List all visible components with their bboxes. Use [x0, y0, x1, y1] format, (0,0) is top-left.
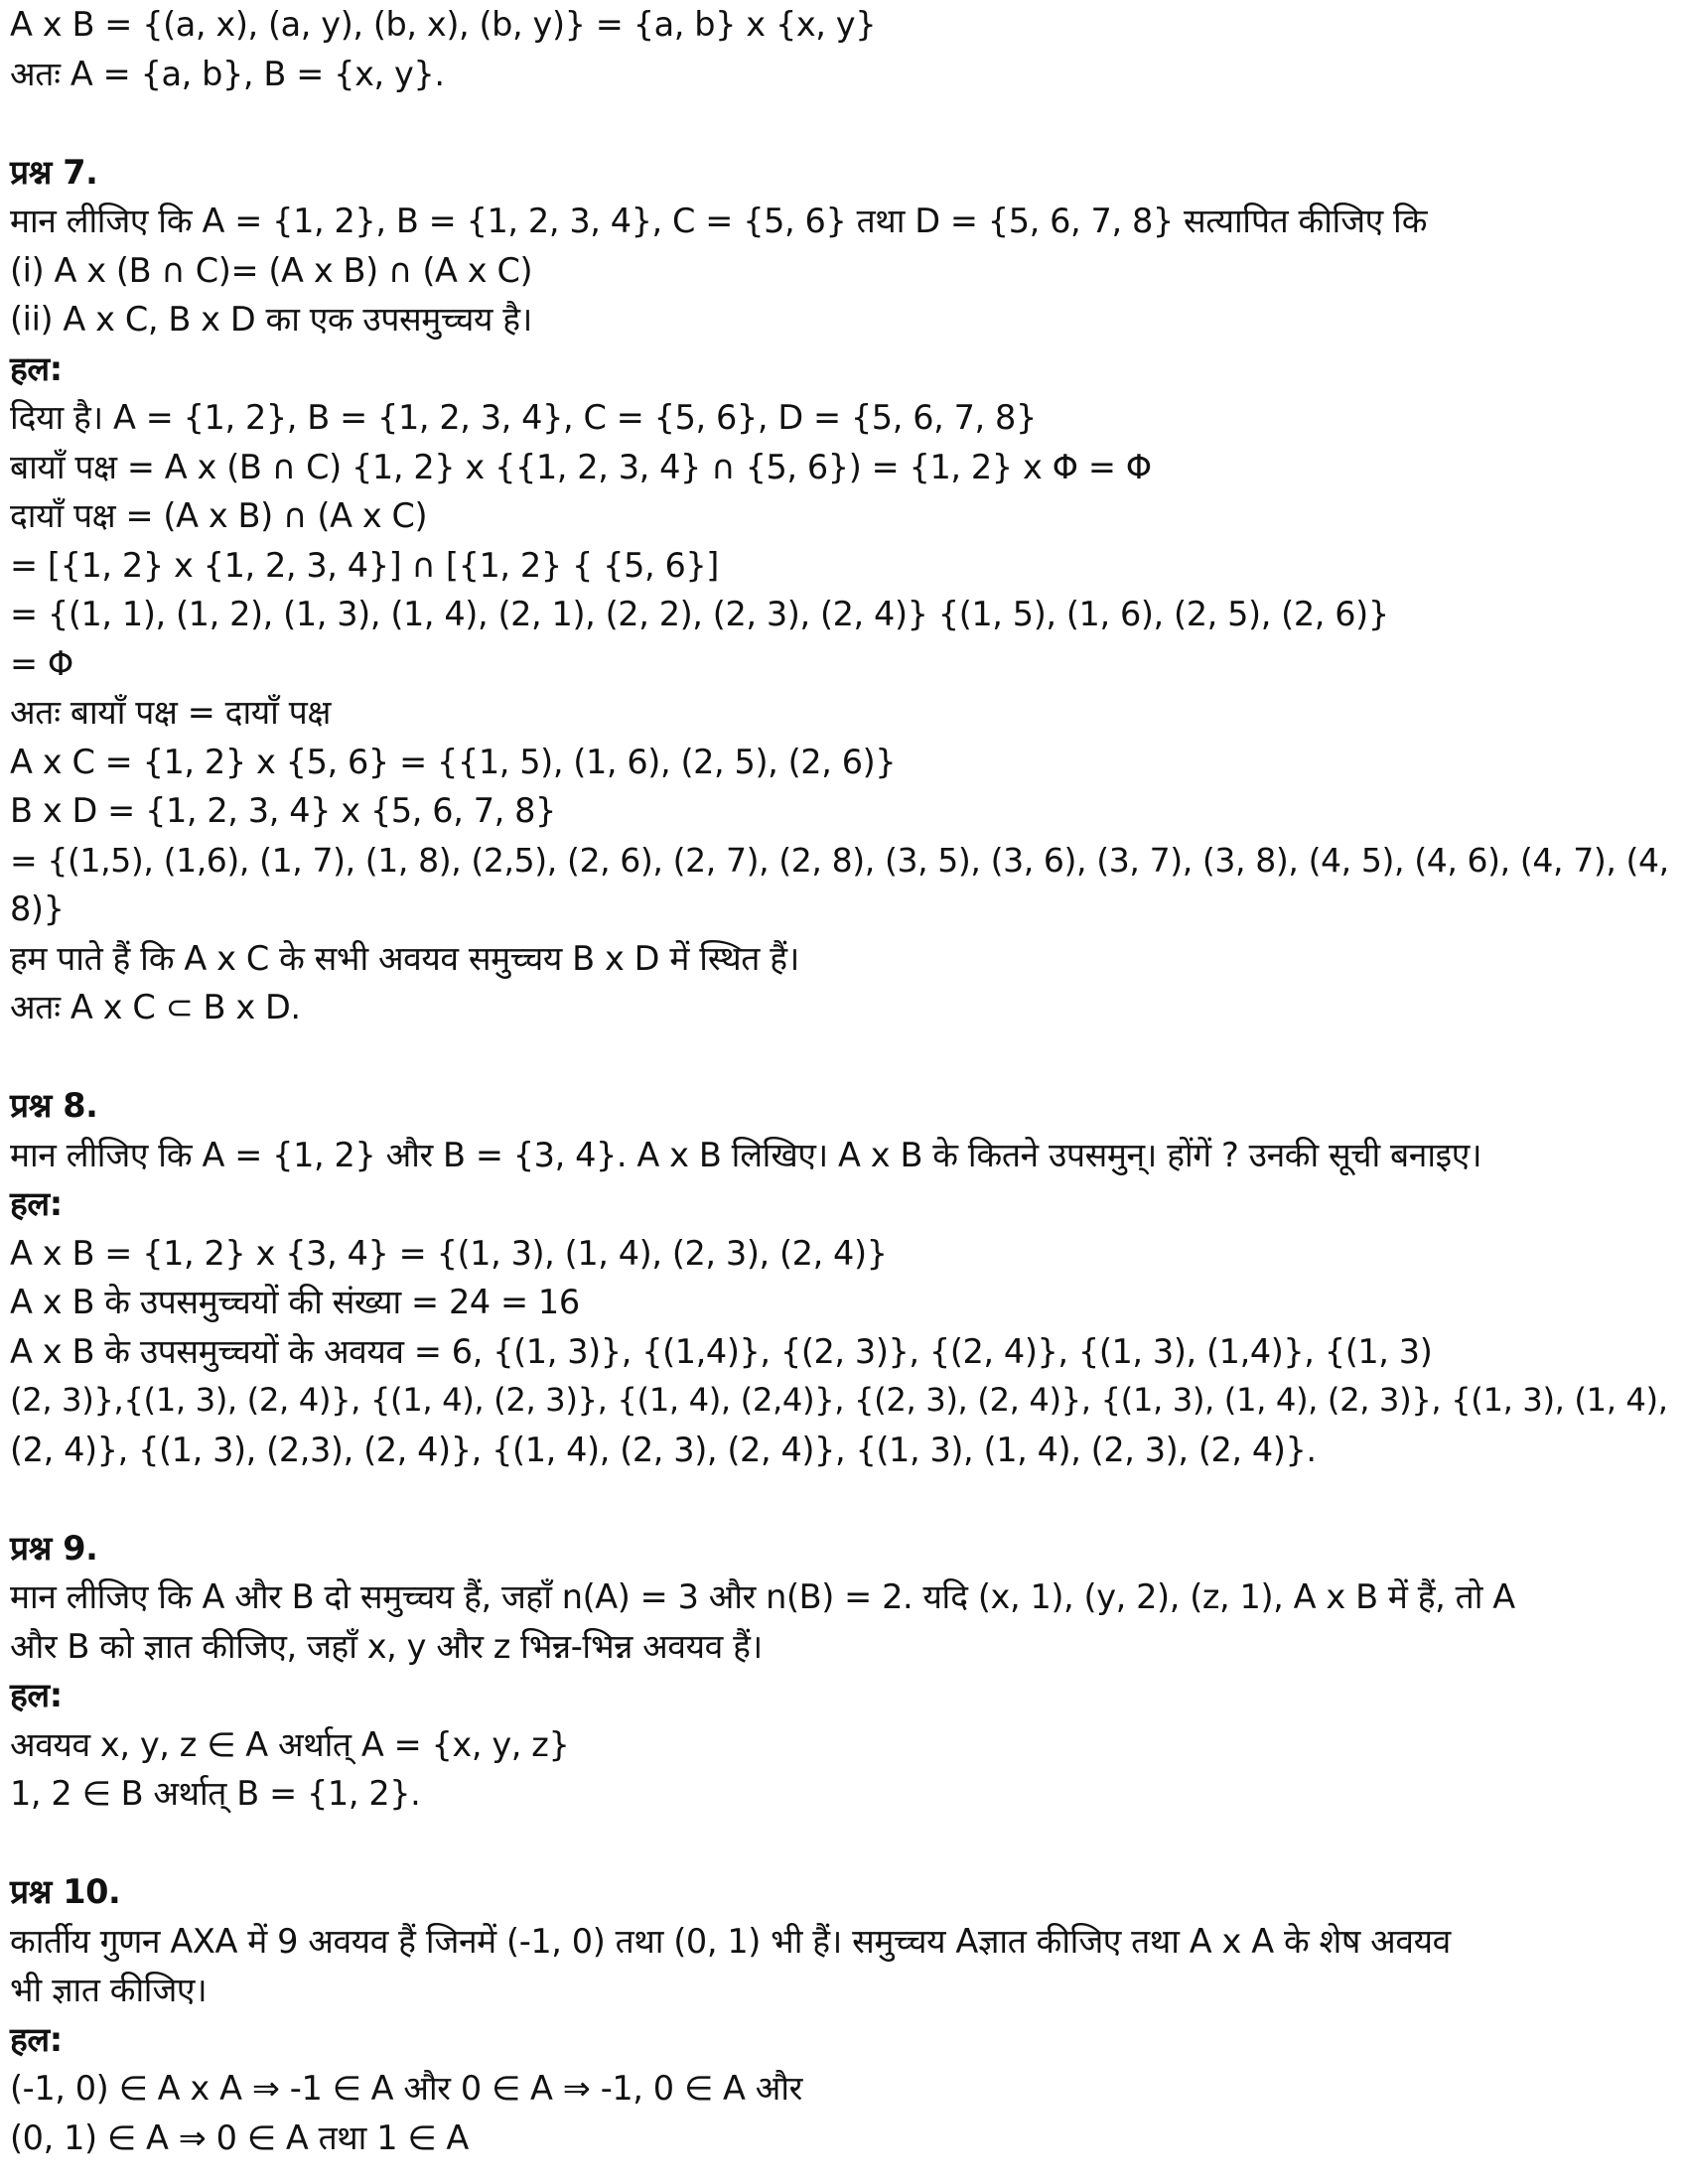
solution-line: A x B के उपसमुच्चयों की संख्या = 24 = 16	[10, 1283, 580, 1321]
solution-line: बायाँ पक्ष = A x (B ∩ C) {1, 2} x {{1, 2, 3, 4} ∩ {5, 6}) = {1, 2} x Φ = Φ	[10, 447, 1152, 486]
solution-label: हल:	[10, 348, 63, 388]
text-line: अतः A = {a, b}, B = {x, y}.	[10, 54, 445, 93]
solution-line: = {(1, 1), (1, 2), (1, 3), (1, 4), (2, 1), (2, 2), (2, 3), (2, 4)} {(1, 5), (1, 6), (2, 5), (2, 6)}	[10, 595, 1389, 633]
solution-line: दायाँ पक्ष = (A x B) ∩ (A x C)	[10, 496, 428, 535]
solution-line: A x B = {1, 2} x {3, 4} = {(1, 3), (1, 4), (2, 3), (2, 4)}	[10, 1233, 888, 1273]
solution-line: B x D = {1, 2, 3, 4} x {5, 6, 7, 8}	[10, 791, 556, 830]
document-page	[10, 0, 1678, 2162]
solution-line: अतः A x C ⊂ B x D.	[10, 988, 301, 1026]
solution-line: = Φ	[10, 643, 73, 683]
solution-line: 1, 2 ∈ B अर्थात् B = {1, 2}.	[10, 1774, 421, 1813]
solution-line: (-1, 0) ∈ A x A ⇒ -1 ∈ A और 0 ∈ A ⇒ -1, 0 ∈ A और	[10, 2069, 802, 2108]
solution-line: (2, 4)}, {(1, 3), (2,3), (2, 4)}, {(1, 4), (2, 3), (2, 4)}, {(1, 3), (1, 4), (2, 3), (2, 4)}.	[10, 1430, 1317, 1469]
question-heading: प्रश्न 8.	[10, 1086, 98, 1125]
question-text: और B को ज्ञात कीजिए, जहाँ x, y और z भिन्न-भिन्न अवयव हैं।	[10, 1626, 763, 1666]
question-text: मान लीजिए कि A = {1, 2}, B = {1, 2, 3, 4}, C = {5, 6} तथा D = {5, 6, 7, 8} सत्यापित कीजिए कि	[10, 202, 1428, 240]
question-text: भी ज्ञात कीजिए।	[10, 1971, 208, 2009]
question-heading: प्रश्न 9.	[10, 1528, 98, 1568]
solution-label: हल:	[10, 2019, 63, 2059]
solution-line: (0, 1) ∈ A ⇒ 0 ∈ A तथा 1 ∈ A	[10, 2117, 469, 2157]
solution-label: हल:	[10, 1676, 63, 1714]
solution-line: हम पाते हैं कि A x C के सभी अवयव समुच्चय B x D में स्थित हैं।	[10, 938, 799, 978]
question-8	[10, 1081, 1678, 1474]
question-text: (i) A x (B ∩ C)= (A x B) ∩ (A x C)	[10, 250, 533, 290]
question-9	[10, 1524, 1678, 1819]
question-heading: प्रश्न 10.	[10, 1872, 121, 1911]
solution-line: अवयव x, y, z ∈ A अर्थात् A = {x, y, z}	[10, 1724, 570, 1764]
solution-line: = [{1, 2} x {1, 2, 3, 4}] ∩ [{1, 2} { {5, 6}]	[10, 545, 719, 585]
text-line: A x B = {(a, x), (a, y), (b, x), (b, y)} = {a, b} x {x, y}	[10, 5, 877, 44]
solution-line: अतः बायाँ पक्ष = दायाँ पक्ष	[10, 693, 331, 732]
question-7	[10, 148, 1678, 1032]
question-heading: प्रश्न 7.	[10, 152, 98, 192]
solution-line: A x B के उपसमुच्चयों के अवयव = 6, {(1, 3)}, {(1,4)}, {(2, 3)}, {(2, 4)}, {(1, 3), (1,4)}, {(1, 3)	[10, 1331, 1433, 1371]
solution-line: (2, 3)},{(1, 3), (2, 4)}, {(1, 4), (2, 3)}, {(1, 4), (2,4)}, {(2, 3), (2, 4)}, {(1, 3), (1, 4), (2, 3)}, {(1, 3), (1, 4),	[10, 1381, 1668, 1419]
solution-line: = {(1,5), (1,6), (1, 7), (1, 8), (2,5), (2, 6), (2, 7), (2, 8), (3, 5), (3, 6), (3, 7), (3, 8), (4, 5), (4, 6), (4, 7), (4,	[10, 840, 1669, 880]
question-text: कार्तीय गुणन AXA में 9 अवयव हैं जिनमें (-1, 0) तथा (0, 1) भी हैं। समुच्चय Aज्ञात कीजिए तथा A x A के शेष अवयव	[10, 1921, 1451, 1961]
question-text: मान लीजिए कि A और B दो समुच्चय हैं, जहाँ n(A) = 3 और n(B) = 2. यदि (x, 1), (y, 2), (z, 1), A x B में हैं, तो A	[10, 1577, 1515, 1616]
question-10	[10, 1867, 1678, 2162]
intro-block	[10, 0, 1678, 98]
question-text: मान लीजिए कि A = {1, 2} और B = {3, 4}. A x B लिखिए। A x B के कितने उपसमुन्। होंगें ? उनकी सूची बनाइए।	[10, 1135, 1482, 1174]
question-text: (ii) A x C, B x D का एक उपसमुच्चय है।	[10, 300, 532, 339]
solution-line: दिया है। A = {1, 2}, B = {1, 2, 3, 4}, C = {5, 6}, D = {5, 6, 7, 8}	[10, 398, 1037, 437]
solution-line: 8)}	[10, 889, 65, 928]
solution-line: A x C = {1, 2} x {5, 6} = {{1, 5), (1, 6), (2, 5), (2, 6)}	[10, 742, 897, 781]
solution-label: हल:	[10, 1184, 63, 1223]
